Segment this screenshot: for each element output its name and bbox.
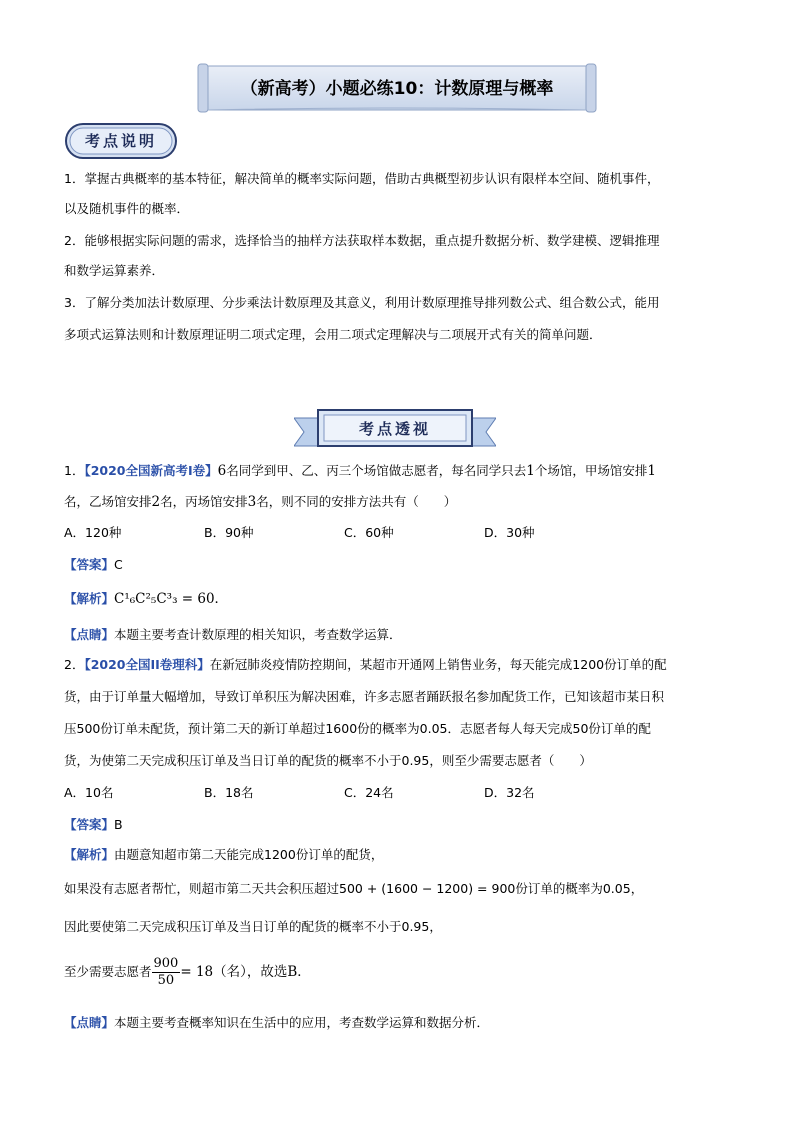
q1-options [64, 524, 734, 542]
q2-point [64, 1014, 734, 1032]
q1-point [64, 626, 734, 644]
q2-source: 【2020全国II卷理科】 [84, 657, 210, 672]
q2-analysis-3: 因此要使第二天完成积压订单及当日订单的配货的概率不小于0.95， [64, 919, 442, 934]
q2-line-3: 压500份订单未配货，预计第二天的新订单超过1600份的概率为0.05．志愿者每人每天完成50份订单的配 [64, 721, 651, 736]
q1-option-d: D．30种 [484, 525, 535, 540]
fraction-denominator: 50 [157, 973, 175, 988]
q1-text: 名，丙场馆安排 [160, 494, 248, 509]
q2-analysis-text-1: 由题意知超市第二天能完成1200份订单的配货， [114, 847, 384, 862]
point-1-line-1: 1．掌握古典概率的基本特征，解决简单的概率实际问题，借助古典概型初步认识有限样本空间、随机事件， [64, 171, 660, 186]
fraction-numerator: 900 [153, 956, 179, 971]
q1-option-a: A．120种 [64, 525, 122, 540]
point-2-line-1: 2．能够根据实际问题的需求，选择恰当的抽样方法获取样本数据，重点提升数据分析、数学建模、逻辑推理 [64, 233, 660, 248]
q1-number: 1． [64, 463, 85, 478]
point-label: 【点睛】 [64, 1015, 115, 1030]
q1-count-venue: 1 [526, 463, 535, 479]
q2-option-c: C．24名 [344, 785, 394, 800]
q1-point-text: 本题主要考查计数原理的相关知识，考查数学运算． [114, 627, 402, 642]
q1-count-c: 3 [247, 494, 257, 510]
q1-count-students: 6 [217, 463, 227, 479]
q1-line-2 [64, 493, 734, 511]
q2-analysis-2: 如果没有志愿者帮忙，则超市第二天共会积压超过500 + (1600 − 1200) = 900份订单的概率为0.05， [64, 881, 644, 896]
q2-analysis-4-prefix: 至少需要志愿者 [64, 964, 152, 979]
q2-answer-value: B [114, 817, 123, 832]
section-tag-perspective: 考点透视 [358, 420, 431, 438]
point-2-line-2: 和数学运算素养． [64, 263, 165, 278]
fraction [152, 956, 181, 989]
q1-answer [64, 556, 734, 574]
q2-option-b: B．18名 [204, 785, 254, 800]
q1-count-b: 2 [151, 494, 161, 510]
q2-number: 2． [64, 657, 85, 672]
q2-analysis-4 [64, 954, 734, 990]
q1-text: 个场馆，甲场馆安排 [534, 463, 648, 478]
q2-options [64, 784, 734, 802]
q1-line-1 [64, 462, 734, 480]
point-label: 【点睛】 [64, 627, 115, 642]
point-1-line-2: 以及随机事件的概率． [64, 201, 190, 216]
analysis-label: 【解析】 [64, 847, 115, 862]
q1-option-b: B．90种 [204, 525, 254, 540]
point-3-line-2: 多项式运算法则和计数原理证明二项式定理，会用二项式定理解决与二项展开式有关的简单问题． [64, 327, 602, 342]
q1-answer-value: C [114, 557, 123, 572]
q2-answer [64, 816, 734, 834]
q2-line-1 [64, 656, 734, 674]
q1-text: 名，则不同的安排方法共有（ ） [256, 494, 457, 509]
q2-option-a: A．10名 [64, 785, 114, 800]
q2-point-text: 本题主要考查概率知识在生活中的应用，考查数学运算和数据分析． [114, 1015, 490, 1030]
q2-line-2: 货，由于订单量大幅增加，导致订单积压为解决困难，许多志愿者踊跃报名参加配货工作，已知该超市某日积 [64, 689, 665, 704]
section-tag-explanation: 考点说明 [84, 132, 157, 150]
answer-label: 【答案】 [64, 557, 115, 572]
answer-label: 【答案】 [64, 817, 115, 832]
q1-option-c: C．60种 [344, 525, 394, 540]
q2-line-4: 货，为使第二天完成积压订单及当日订单的配货的概率不小于0.95，则至少需要志愿者（ ） [64, 753, 592, 768]
q2-text-1: 在新冠肺炎疫情防控期间，某超市开通网上销售业务，每天能完成1200份订单的配 [209, 657, 667, 672]
q1-text: 名同学到甲、乙、丙三个场馆做志愿者，每名同学只去 [226, 463, 527, 478]
q1-analysis-formula: C¹₆C²₅C³₃ = 60． [114, 591, 229, 607]
q2-analysis-4-suffix: = 18（名），故选B． [180, 964, 311, 980]
document-title: （新高考）小题必练10：计数原理与概率 [240, 79, 554, 99]
analysis-label: 【解析】 [64, 591, 115, 606]
q2-analysis-1 [64, 846, 734, 864]
q1-text: 名，乙场馆安排 [64, 494, 152, 509]
q1-count-a: 1 [647, 463, 656, 479]
q2-option-d: D．32名 [484, 785, 535, 800]
q1-source: 【2020全国新高考Ⅰ卷】 [84, 463, 218, 478]
point-3-line-1: 3．了解分类加法计数原理、分步乘法计数原理及其意义，利用计数原理推导排列数公式、组合数公式，能用 [64, 295, 660, 310]
q1-analysis [64, 590, 734, 608]
